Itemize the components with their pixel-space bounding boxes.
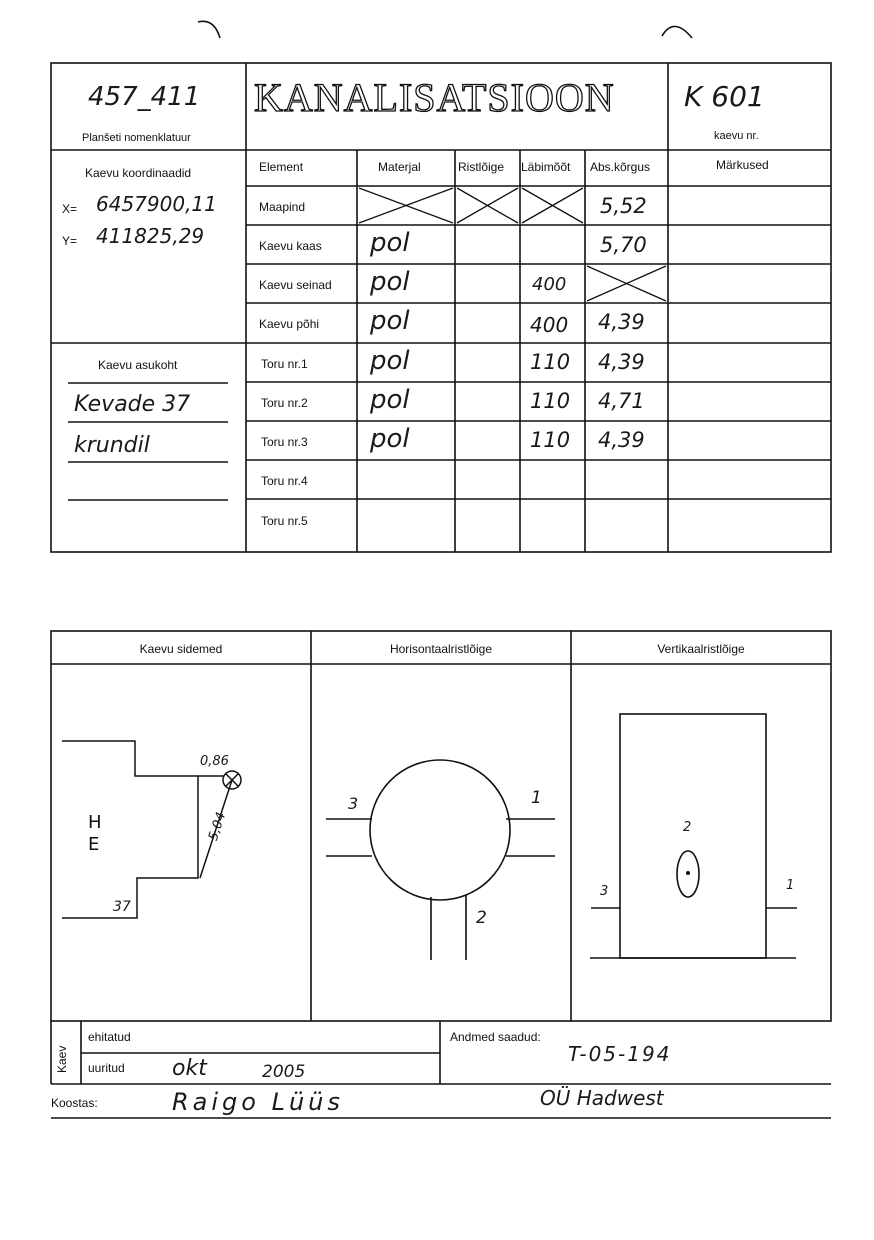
row-diameter: 110 (530, 389, 571, 413)
data-received-value: T-05-194 (568, 1042, 672, 1066)
row-elevation: 4,71 (598, 389, 645, 413)
surveyed-label: uuritud (88, 1061, 125, 1075)
row-material: pol (370, 228, 410, 258)
row-diameter: 400 (530, 313, 569, 337)
vertical-section-label: Vertikaalristlõige (657, 642, 745, 656)
row-diameter: 110 (530, 428, 571, 452)
row-elevation: 5,70 (600, 233, 647, 257)
col-header-cross-section: Ristlõige (458, 160, 505, 174)
h-pipe-3-number: 3 (348, 794, 359, 813)
row-diameter: 110 (530, 350, 571, 374)
coordinates-label: Kaevu koordinaadid (85, 166, 192, 180)
x-label: X= (62, 202, 78, 216)
v-pipe-3-number: 3 (600, 884, 609, 899)
col-header-material: Materjal (378, 160, 421, 174)
data-received-label: Andmed saadud: (450, 1030, 541, 1044)
row-material: pol (370, 385, 410, 415)
row-diameter: 400 (532, 274, 567, 295)
map-sheet-label: Planšeti nomenklatuur (82, 132, 191, 144)
col-header-diameter: Läbimõõt (521, 160, 571, 174)
y-label: Y= (62, 234, 78, 248)
surveyed-year: 2005 (262, 1062, 306, 1082)
surveyed-month: okt (172, 1056, 207, 1081)
well-number-label: kaevu nr. (714, 130, 759, 142)
row-material: pol (370, 267, 410, 297)
v-pipe-2-number: 2 (683, 820, 692, 835)
location-line-2: krundil (74, 433, 150, 458)
v-pipe-1-number: 1 (786, 878, 795, 893)
col-header-elevation: Abs.kõrgus (590, 160, 651, 174)
row-elevation: 4,39 (598, 310, 645, 334)
row-material: pol (370, 424, 410, 454)
row-element: Toru nr.3 (261, 435, 308, 449)
row-elevation: 4,39 (598, 350, 645, 374)
form-title: KANALISATSIOON (254, 75, 615, 120)
col-header-remarks: Märkused (716, 158, 769, 172)
col-header-element: Element (259, 160, 304, 174)
h-pipe-1-number: 1 (531, 788, 542, 808)
y-value: 411825,29 (96, 224, 205, 248)
ties-distance-top: 0,86 (200, 754, 229, 769)
h-pipe-2-number: 2 (476, 908, 487, 928)
company-name: OÜ Hadwest (540, 1086, 664, 1110)
row-element: Kaevu kaas (259, 239, 322, 253)
compiler-name: Raigo Lüüs (172, 1088, 344, 1116)
row-element: Maapind (259, 200, 306, 214)
row-element: Toru nr.1 (261, 357, 308, 371)
row-element: Toru nr.5 (261, 514, 308, 528)
ties-label: Kaevu sidemed (139, 642, 223, 656)
ties-house-letters: H E (88, 812, 102, 855)
row-material: pol (370, 346, 410, 376)
location-line-1: Kevade 37 (74, 392, 191, 417)
row-elevation: 4,39 (598, 428, 645, 452)
well-number-value: K 601 (684, 80, 765, 113)
location-label: Kaevu asukoht (98, 358, 178, 372)
footer-side-label: Kaev (55, 1045, 69, 1073)
horizontal-section-label: Horisontaalristlõige (389, 642, 493, 656)
row-element: Toru nr.4 (261, 474, 308, 488)
ties-distance-diagonal: 5,04 (206, 810, 230, 843)
row-elevation: 5,52 (600, 194, 647, 218)
row-material: pol (370, 306, 410, 336)
row-element: Toru nr.2 (261, 396, 308, 410)
row-element: Kaevu seinad (259, 278, 332, 292)
built-label: ehitatud (88, 1030, 131, 1044)
ties-house-number: 37 (113, 899, 131, 915)
map-sheet-value: 457_411 (88, 82, 201, 112)
x-value: 6457900,11 (96, 192, 217, 216)
row-element: Kaevu põhi (259, 317, 320, 331)
compiled-label: Koostas: (51, 1096, 98, 1110)
